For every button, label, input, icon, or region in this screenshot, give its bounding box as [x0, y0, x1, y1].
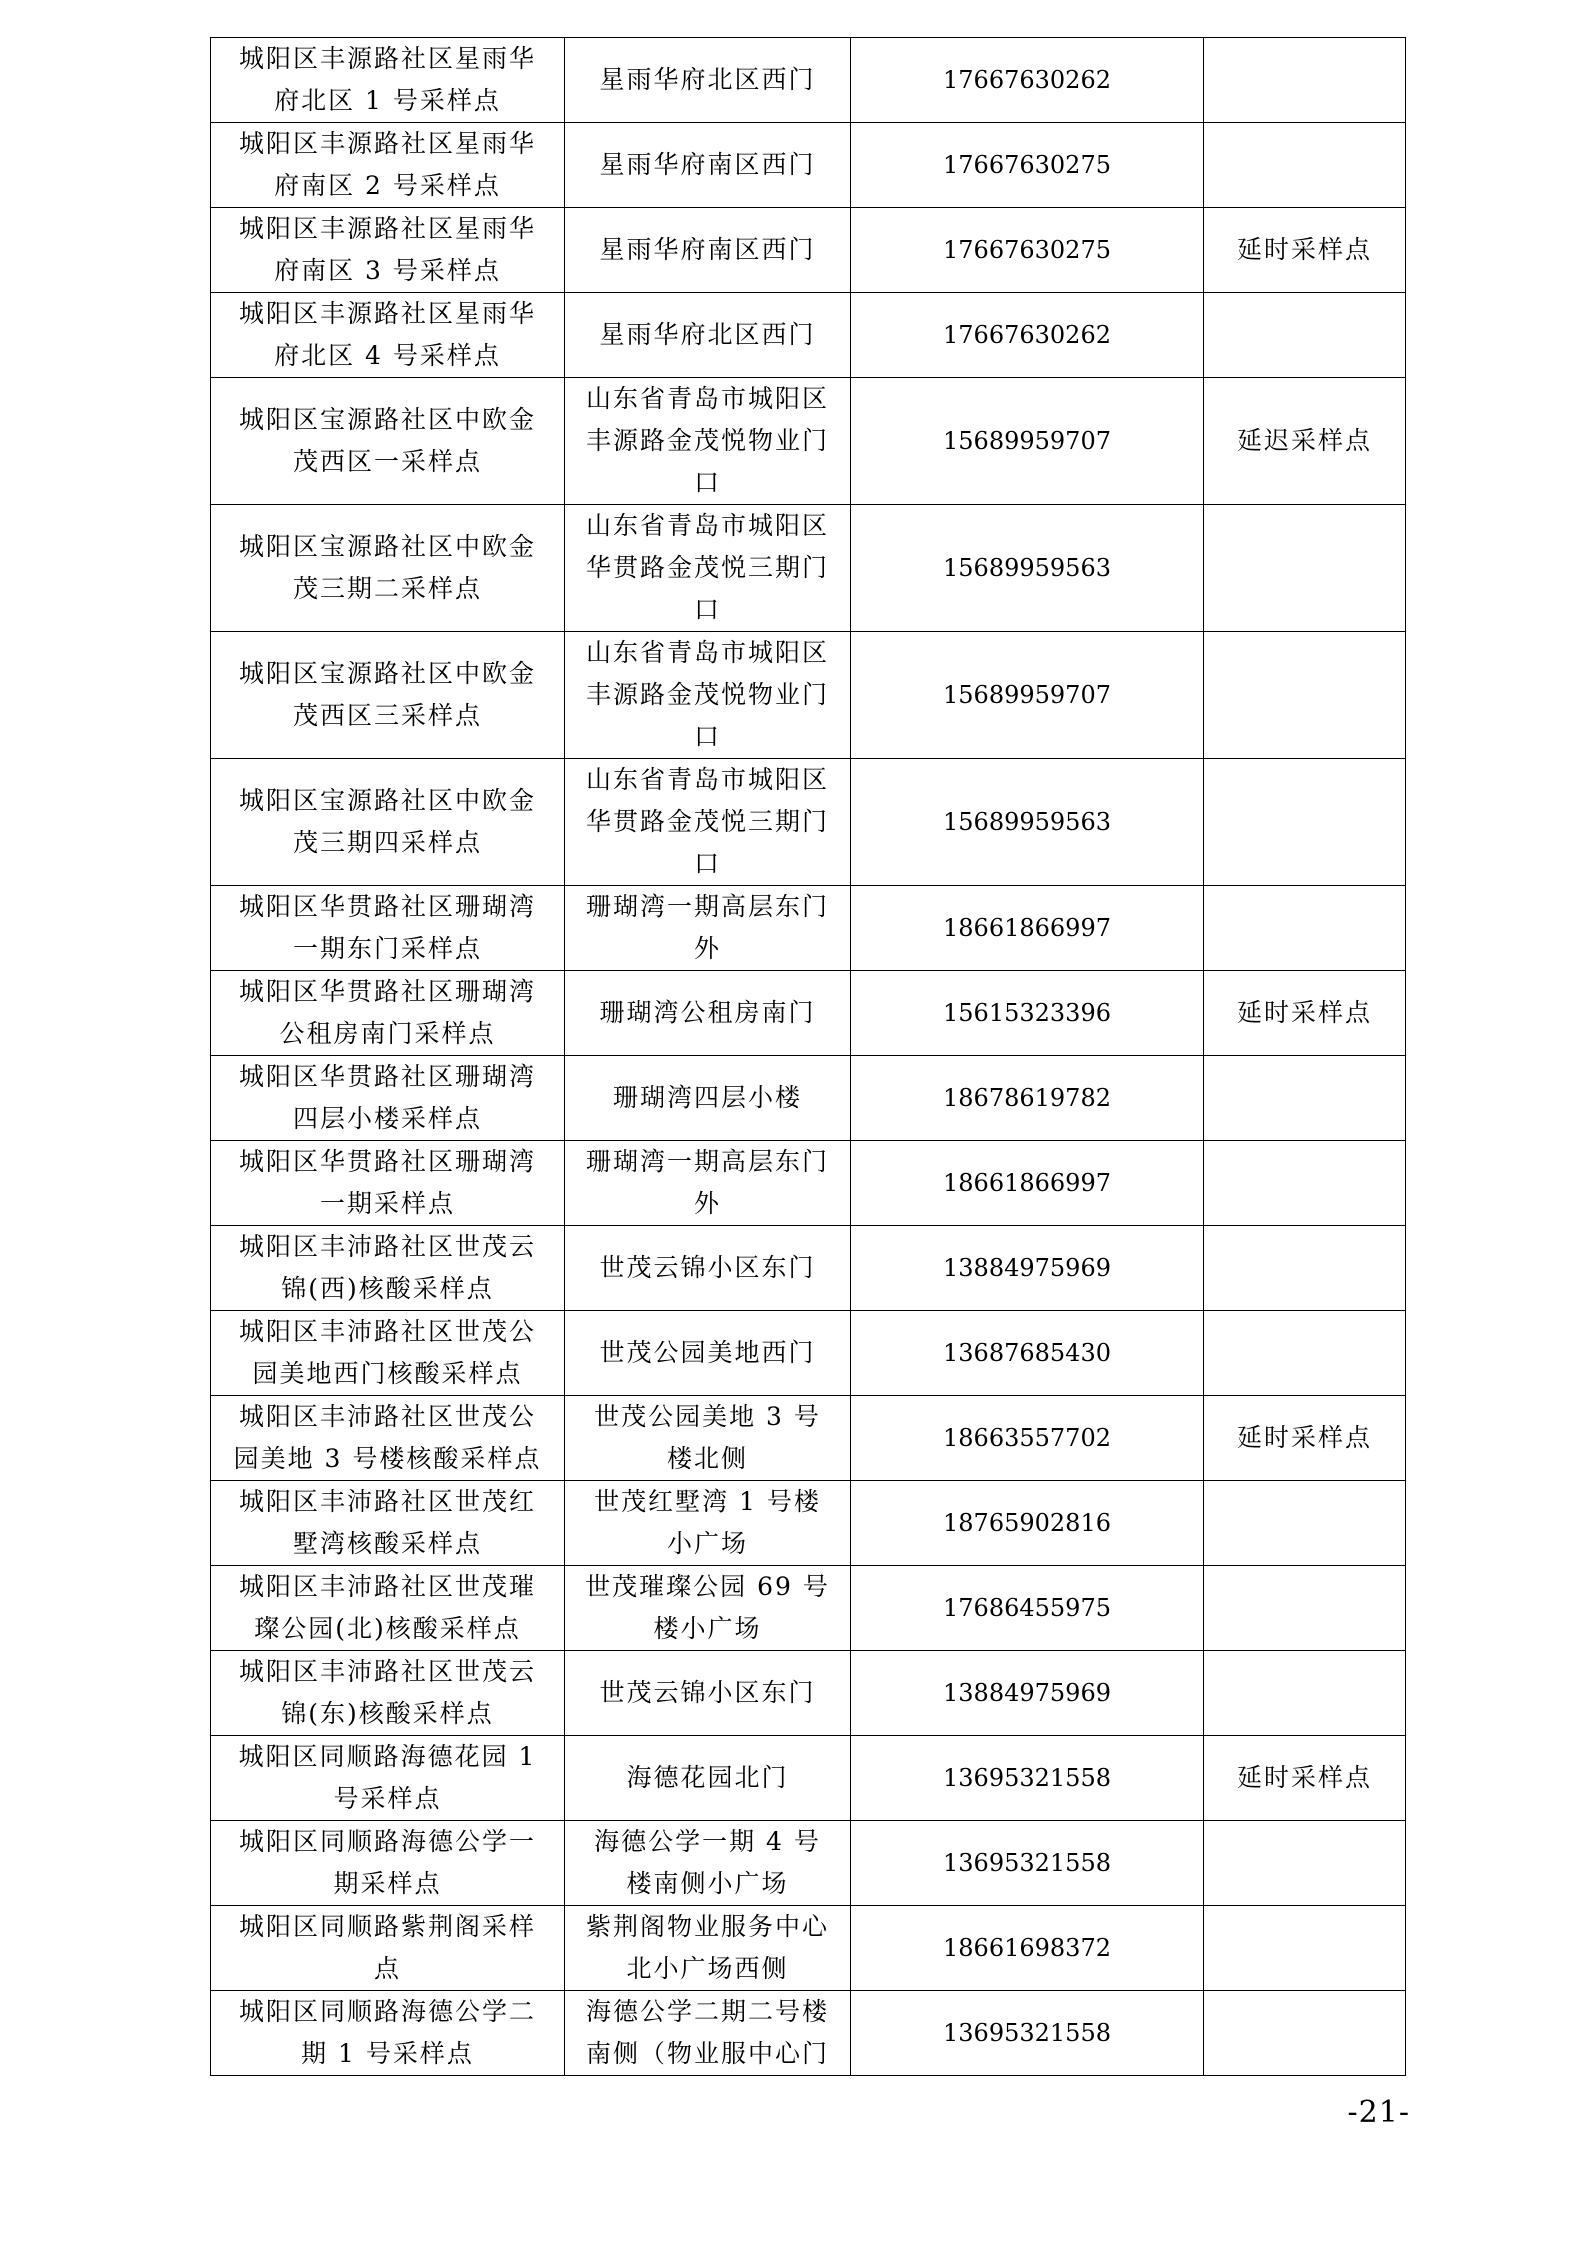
remark-cell — [1204, 1056, 1406, 1141]
table-row — [211, 1396, 1406, 1481]
site-name-cell: 城阳区同顺路海德公学一期采样点 — [211, 1821, 565, 1906]
site-location-cell: 珊瑚湾一期高层东门外 — [565, 1141, 851, 1226]
contact-phone-cell: 15689959563 — [851, 505, 1204, 632]
remark-cell — [1204, 1226, 1406, 1311]
table-row — [211, 1226, 1406, 1311]
site-name-cell: 城阳区丰沛路社区世茂璀璨公园(北)核酸采样点 — [211, 1566, 565, 1651]
site-location-cell: 山东省青岛市城阳区丰源路金茂悦物业门口 — [565, 378, 851, 505]
site-name-cell: 城阳区丰沛路社区世茂红墅湾核酸采样点 — [211, 1481, 565, 1566]
remark-cell — [1204, 1566, 1406, 1651]
table-row — [211, 38, 1406, 123]
site-name-cell: 城阳区宝源路社区中欧金茂三期四采样点 — [211, 759, 565, 886]
contact-phone-cell: 17667630262 — [851, 293, 1204, 378]
contact-phone-cell: 18661698372 — [851, 1906, 1204, 1991]
table-row — [211, 1056, 1406, 1141]
table-row — [211, 1566, 1406, 1651]
site-location-cell: 山东省青岛市城阳区华贯路金茂悦三期门口 — [565, 505, 851, 632]
remark-cell — [1204, 293, 1406, 378]
contact-phone-cell: 13884975969 — [851, 1651, 1204, 1736]
site-location-cell: 紫荆阁物业服务中心北小广场西侧 — [565, 1906, 851, 1991]
site-name-cell: 城阳区宝源路社区中欧金茂西区一采样点 — [211, 378, 565, 505]
table-row — [211, 1736, 1406, 1821]
site-name-cell: 城阳区华贯路社区珊瑚湾一期东门采样点 — [211, 886, 565, 971]
site-name-cell: 城阳区华贯路社区珊瑚湾公租房南门采样点 — [211, 971, 565, 1056]
contact-phone-cell: 18765902816 — [851, 1481, 1204, 1566]
site-location-cell: 山东省青岛市城阳区丰源路金茂悦物业门口 — [565, 632, 851, 759]
site-location-cell: 珊瑚湾四层小楼 — [565, 1056, 851, 1141]
table-row — [211, 632, 1406, 759]
remark-cell — [1204, 38, 1406, 123]
site-location-cell: 海德公学二期二号楼南侧（物业服中心门 — [565, 1991, 851, 2076]
table-row — [211, 971, 1406, 1056]
table-row — [211, 505, 1406, 632]
site-name-cell: 城阳区丰沛路社区世茂云锦(西)核酸采样点 — [211, 1226, 565, 1311]
contact-phone-cell: 13687685430 — [851, 1311, 1204, 1396]
remark-cell: 延时采样点 — [1204, 1736, 1406, 1821]
site-name-cell: 城阳区华贯路社区珊瑚湾四层小楼采样点 — [211, 1056, 565, 1141]
contact-phone-cell: 18661866997 — [851, 1141, 1204, 1226]
site-location-cell: 世茂红墅湾 1 号楼小广场 — [565, 1481, 851, 1566]
contact-phone-cell: 13695321558 — [851, 1821, 1204, 1906]
site-name-cell: 城阳区丰沛路社区世茂公园美地西门核酸采样点 — [211, 1311, 565, 1396]
site-name-cell: 城阳区丰源路社区星雨华府北区 1 号采样点 — [211, 38, 565, 123]
table-row — [211, 1141, 1406, 1226]
remark-cell — [1204, 1141, 1406, 1226]
site-location-cell: 世茂云锦小区东门 — [565, 1651, 851, 1736]
site-name-cell: 城阳区丰源路社区星雨华府北区 4 号采样点 — [211, 293, 565, 378]
site-name-cell: 城阳区丰源路社区星雨华府南区 3 号采样点 — [211, 208, 565, 293]
contact-phone-cell: 17686455975 — [851, 1566, 1204, 1651]
contact-phone-cell: 18663557702 — [851, 1396, 1204, 1481]
table-row — [211, 1991, 1406, 2076]
site-location-cell: 山东省青岛市城阳区华贯路金茂悦三期门口 — [565, 759, 851, 886]
site-name-cell: 城阳区同顺路海德公学二期 1 号采样点 — [211, 1991, 565, 2076]
contact-phone-cell: 17667630262 — [851, 38, 1204, 123]
site-location-cell: 珊瑚湾公租房南门 — [565, 971, 851, 1056]
site-location-cell: 世茂璀璨公园 69 号楼小广场 — [565, 1566, 851, 1651]
remark-cell: 延时采样点 — [1204, 208, 1406, 293]
contact-phone-cell: 15689959707 — [851, 378, 1204, 505]
contact-phone-cell: 18678619782 — [851, 1056, 1204, 1141]
remark-cell — [1204, 1481, 1406, 1566]
contact-phone-cell: 13695321558 — [851, 1991, 1204, 2076]
table-row — [211, 1481, 1406, 1566]
site-location-cell: 珊瑚湾一期高层东门外 — [565, 886, 851, 971]
contact-phone-cell: 15689959563 — [851, 759, 1204, 886]
contact-phone-cell: 13695321558 — [851, 1736, 1204, 1821]
site-name-cell: 城阳区宝源路社区中欧金茂三期二采样点 — [211, 505, 565, 632]
site-location-cell: 海德花园北门 — [565, 1736, 851, 1821]
table-row — [211, 378, 1406, 505]
site-location-cell: 世茂云锦小区东门 — [565, 1226, 851, 1311]
remark-cell: 延时采样点 — [1204, 971, 1406, 1056]
remark-cell — [1204, 1311, 1406, 1396]
remark-cell: 延迟采样点 — [1204, 378, 1406, 505]
table-row — [211, 293, 1406, 378]
remark-cell — [1204, 759, 1406, 886]
sampling-sites-table — [210, 37, 1406, 2076]
remark-cell — [1204, 505, 1406, 632]
contact-phone-cell: 17667630275 — [851, 123, 1204, 208]
page-number: -21- — [1347, 2095, 1410, 2130]
table-row — [211, 1311, 1406, 1396]
contact-phone-cell: 15689959707 — [851, 632, 1204, 759]
site-name-cell: 城阳区丰沛路社区世茂公园美地 3 号楼核酸采样点 — [211, 1396, 565, 1481]
remark-cell — [1204, 1651, 1406, 1736]
contact-phone-cell: 18661866997 — [851, 886, 1204, 971]
contact-phone-cell: 17667630275 — [851, 208, 1204, 293]
remark-cell — [1204, 1991, 1406, 2076]
table-row — [211, 886, 1406, 971]
table-row — [211, 1906, 1406, 1991]
site-location-cell: 世茂公园美地 3 号楼北侧 — [565, 1396, 851, 1481]
site-location-cell: 星雨华府北区西门 — [565, 38, 851, 123]
remark-cell: 延时采样点 — [1204, 1396, 1406, 1481]
contact-phone-cell: 15615323396 — [851, 971, 1204, 1056]
site-location-cell: 海德公学一期 4 号楼南侧小广场 — [565, 1821, 851, 1906]
table-row — [211, 1651, 1406, 1736]
contact-phone-cell: 13884975969 — [851, 1226, 1204, 1311]
remark-cell — [1204, 632, 1406, 759]
site-location-cell: 星雨华府南区西门 — [565, 208, 851, 293]
site-name-cell: 城阳区宝源路社区中欧金茂西区三采样点 — [211, 632, 565, 759]
remark-cell — [1204, 1906, 1406, 1991]
remark-cell — [1204, 886, 1406, 971]
site-name-cell: 城阳区丰源路社区星雨华府南区 2 号采样点 — [211, 123, 565, 208]
site-name-cell: 城阳区丰沛路社区世茂云锦(东)核酸采样点 — [211, 1651, 565, 1736]
site-location-cell: 世茂公园美地西门 — [565, 1311, 851, 1396]
site-name-cell: 城阳区同顺路海德花园 1 号采样点 — [211, 1736, 565, 1821]
remark-cell — [1204, 123, 1406, 208]
site-name-cell: 城阳区华贯路社区珊瑚湾一期采样点 — [211, 1141, 565, 1226]
table-row — [211, 123, 1406, 208]
table-row — [211, 208, 1406, 293]
table-row — [211, 1821, 1406, 1906]
site-name-cell: 城阳区同顺路紫荆阁采样点 — [211, 1906, 565, 1991]
table-row — [211, 759, 1406, 886]
site-location-cell: 星雨华府南区西门 — [565, 123, 851, 208]
remark-cell — [1204, 1821, 1406, 1906]
site-location-cell: 星雨华府北区西门 — [565, 293, 851, 378]
